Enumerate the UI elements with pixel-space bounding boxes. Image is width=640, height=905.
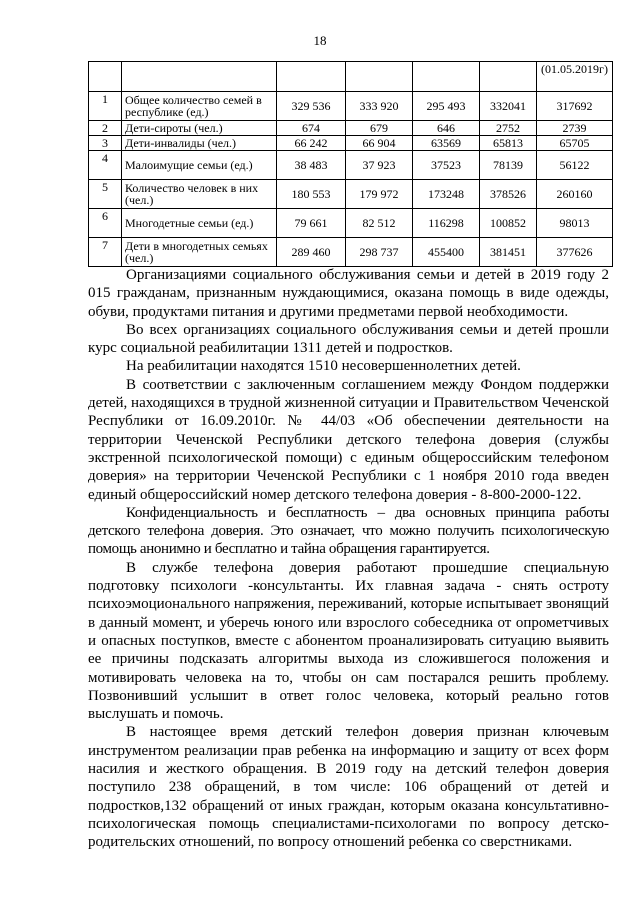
table-header-row [89,62,613,92]
table-cell: 646 [413,121,480,136]
statistics-table [88,61,613,267]
table-cell: 37523 [413,151,480,180]
table-cell: 674 [277,121,346,136]
table-cell: 63569 [413,136,480,151]
row-label: Дети-инвалиды (чел.) [122,136,277,151]
table-cell: 65813 [480,136,537,151]
row-number: 4 [89,151,122,180]
table-cell: 333 920 [346,92,413,121]
row-label: Малоимущие семьи (ед.) [122,151,277,180]
table-cell: 56122 [537,151,613,180]
table-cell: 82 512 [346,209,413,238]
table-row [89,238,613,267]
table-row [89,136,613,151]
table-cell: 260160 [537,180,613,209]
table-row [89,209,613,238]
paragraph-rehabilitation-current: На реабилитации находятся 1510 несовершеннолетних детей. [126,358,521,375]
page-number: 18 [313,33,327,48]
row-number: 1 [89,92,122,121]
paragraph-helpline-statistics: В настоящее время детский телефон доверия признан ключевым инструментом реализации прав ребенка на информацию и защиту от всех форм насилия и жесткого обращения. В 2019 году на детский телефон доверия поступило 238 обращений, в том числе: 106 обращений от детей и подростков,132 обращений от иных граждан, которым оказана консультативно-психологическая помощь специалистами-психологами по вопросу детско-родительских отношений, по вопросу отношений ребенка со сверстниками. [88,724,609,851]
table-cell: 173248 [413,180,480,209]
row-label: Дети-сироты (чел.) [122,121,277,136]
paragraph-social-help: Организациями социального обслуживания семьи и детей в 2019 году 2 015 гражданам, признанным нуждающимися, оказана помощь в виде одежды, обуви, продуктами питания и другими предметами первой необходимости. [88,267,609,320]
table-cell: 298 737 [346,238,413,267]
paragraph-helpline-service: В службе телефона доверия работают прошедшие специальную подготовку психологи -консультанты. Их главная задача - снять остроту психоэмоционального напряжения, переживаний, которые испытывает звонящий в данный момент, и уберечь юного или взрослого собеседника от опрометчивых и опасных поступков, вместе с абонентом проанализировать ситуацию выявить ее причины подсказать алгоритмы выхода из сложившегося положения и мотивировать человека на то, чтобы он сам постарался решить проблему. Позвонивший услышит в ответ голос человека, который реально готов выслушать и помочь. [88,559,609,723]
table-cell: 2752 [480,121,537,136]
table-header-cell [480,62,537,92]
table-cell: 66 904 [346,136,413,151]
paragraph-agreement: В соответствии с заключенным соглашением между Фондом поддержки детей, находящихся в трудной жизненной ситуации и Правительством Чеченской Республики от 16.09.2010г. № 44/03 «Об обеспечении деятельности на территории Чеченской Республики детского телефона доверия (службы экстренной психологической помощи) с единым общероссийским телефоном доверия» на территории Чеченской Республики с 1 ноября 2010 года введен единый общероссийский номер детского телефона доверия - 8-800-2000-122. [88,376,609,503]
row-number: 3 [89,136,122,151]
row-label: Общее количество семей в республике (ед.) [122,92,277,121]
table-cell: 329 536 [277,92,346,121]
table-header-cell [122,62,277,92]
table-cell: 455400 [413,238,480,267]
row-number: 6 [89,209,122,238]
row-number: 7 [89,238,122,267]
table-cell: 65705 [537,136,613,151]
table-row [89,121,613,136]
row-label: Дети в многодетных семьях (чел.) [122,238,277,267]
table-cell: 2739 [537,121,613,136]
table-cell: 66 242 [277,136,346,151]
table-header-date: (01.05.2019г) [537,62,613,92]
table-header-cell [346,62,413,92]
table-cell: 180 553 [277,180,346,209]
body-text [88,266,609,852]
table-cell: 378526 [480,180,537,209]
table-cell: 289 460 [277,238,346,267]
table-cell: 679 [346,121,413,136]
table-cell: 381451 [480,238,537,267]
table-cell: 98013 [537,209,613,238]
table-row [89,92,613,121]
table-row [89,151,613,180]
table-cell: 116298 [413,209,480,238]
row-label: Количество человек в них (чел.) [122,180,277,209]
table-cell: 179 972 [346,180,413,209]
table-cell: 38 483 [277,151,346,180]
row-number: 2 [89,121,122,136]
table-cell: 317692 [537,92,613,121]
table-cell: 377626 [537,238,613,267]
table-header-cell [89,62,122,92]
table-cell: 295 493 [413,92,480,121]
table-cell: 332041 [480,92,537,121]
table-row [89,180,613,209]
table-cell: 100852 [480,209,537,238]
table-cell: 37 923 [346,151,413,180]
table-header-cell [277,62,346,92]
table-header-cell [413,62,480,92]
row-number: 5 [89,180,122,209]
table-cell: 79 661 [277,209,346,238]
paragraph-confidentiality: Конфиденциальность и бесплатность – два основных принципа работы детского телефона доверия. Это означает, что можно получить психологическую помощь анонимно и бесплатно и тайна обращения гарантируется. [88,504,609,558]
paragraph-rehabilitation-course: Во всех организациях социального обслуживания семьи и детей прошли курс социальной реабилитации 1311 детей и подростков. [88,321,609,357]
row-label: Многодетные семьи (ед.) [122,209,277,238]
table-cell: 78139 [480,151,537,180]
